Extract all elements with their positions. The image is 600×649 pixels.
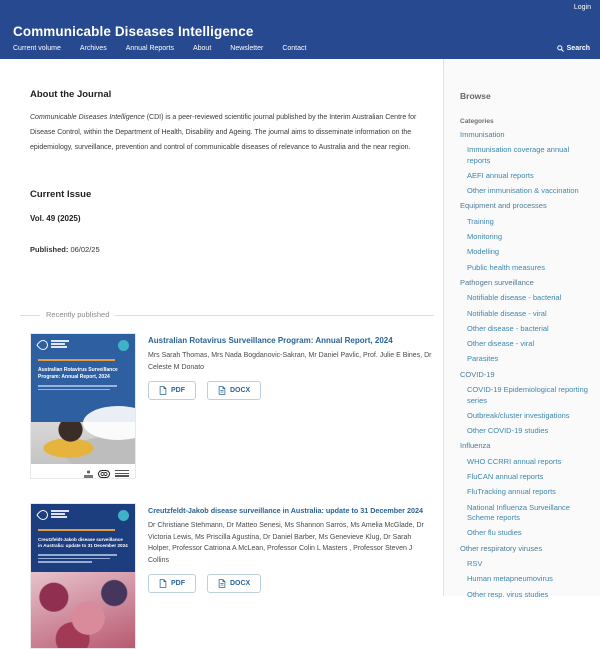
file-pdf-icon xyxy=(159,579,167,588)
nav-current-volume[interactable]: Current volume xyxy=(13,45,61,52)
category-link[interactable]: AEFI annual reports xyxy=(467,170,534,180)
article-cover-thumbnail[interactable] xyxy=(30,503,136,649)
category-link[interactable]: Other flu studies xyxy=(467,528,522,538)
category-link[interactable]: FluTracking annual reports xyxy=(467,487,556,497)
category-link[interactable]: Training xyxy=(467,216,494,226)
cdi-logo-text-lines xyxy=(51,340,69,349)
cdi-logo-text-lines xyxy=(51,510,69,519)
cdi-logo-icon xyxy=(36,338,50,352)
category-link[interactable]: Notifiable disease - bacterial xyxy=(467,293,562,303)
cover-author-lines xyxy=(38,385,128,390)
category-link[interactable]: COVID-19 Epidemiological reporting series xyxy=(467,385,588,405)
browse-heading: Browse xyxy=(460,91,491,101)
category-link[interactable]: Monitoring xyxy=(467,232,503,242)
category-link[interactable]: Human metapneumovirus xyxy=(467,574,553,584)
docx-button-label: DOCX xyxy=(230,580,251,587)
category-link[interactable]: RSV xyxy=(467,559,483,569)
search-label: Search xyxy=(566,45,590,52)
pdf-button-label: PDF xyxy=(171,387,185,394)
article-authors: Mrs Sarah Thomas, Mrs Nada Bogdanovic-Sakran, Mr Daniel Pavlic, Prof. Julie E Bines, Dr Celeste M Donato xyxy=(148,352,432,371)
primary-nav xyxy=(0,42,600,59)
nav-annual-reports[interactable]: Annual Reports xyxy=(125,45,174,52)
pdf-button[interactable] xyxy=(148,574,196,593)
cover-photo-microscopy xyxy=(31,572,135,649)
current-issue-heading: Current Issue xyxy=(30,189,92,200)
category-link[interactable]: Parasites xyxy=(467,354,499,364)
cdi-logo-icon xyxy=(36,508,50,522)
recently-published-label: Recently published xyxy=(40,310,115,319)
nav-contact[interactable]: Contact xyxy=(282,45,307,52)
article-item-cjd xyxy=(30,503,434,649)
cover-badge-icon xyxy=(118,340,129,351)
category-link[interactable]: Other disease - bacterial xyxy=(467,323,549,333)
nav-newsletter[interactable]: Newsletter xyxy=(230,45,264,52)
cc-license-logo xyxy=(98,470,110,478)
docx-button[interactable] xyxy=(207,381,261,400)
cover-author-lines xyxy=(38,554,128,563)
cover-badge-icon xyxy=(118,510,129,521)
pdf-button-label: PDF xyxy=(171,580,185,587)
category-link[interactable]: Other disease - viral xyxy=(467,339,535,349)
docx-button-label: DOCX xyxy=(230,387,251,394)
gov-crest-logo xyxy=(84,470,93,478)
article-title-link[interactable]: Creutzfeldt-Jakob disease surveillance in Australia: update to 31 December 2024 xyxy=(148,506,423,515)
categories-label: Categories xyxy=(460,118,494,125)
category-list xyxy=(460,130,588,600)
cover-logo-row xyxy=(38,510,128,520)
published-line xyxy=(30,245,434,254)
category-link[interactable]: Immunisation xyxy=(460,129,505,139)
published-date: 06/02/25 xyxy=(70,245,100,254)
cover-photo-child xyxy=(31,422,135,464)
category-link[interactable]: Immunisation coverage annual reports xyxy=(467,145,570,165)
category-link[interactable]: Other immunisation & vaccination xyxy=(467,186,579,196)
galley-buttons xyxy=(148,381,434,400)
article-info xyxy=(148,503,434,649)
about-paragraph xyxy=(30,110,434,155)
category-link[interactable]: Influenza xyxy=(460,441,491,451)
category-link[interactable]: Outbreak/cluster investigations xyxy=(467,410,570,420)
category-link[interactable]: Pathogen surveillance xyxy=(460,277,534,287)
docx-button[interactable] xyxy=(207,574,261,593)
category-link[interactable]: Other respiratory viruses xyxy=(460,543,543,553)
category-link[interactable]: FluCAN annual reports xyxy=(467,472,544,482)
search-button[interactable] xyxy=(557,45,590,52)
article-authors: Dr Christiane Stehmann, Dr Matteo Senesi, Ms Shannon Sarros, Ms Amelia McGlade, Dr Victoria Lewis, Ms Priscilla Agustina, Dr Daniel Barber, Ms Genevieve Klug, Dr Sarah Holper, Professor Catriona A McLean, Professor Colin L Masters , Professor Steven J Collins xyxy=(148,522,424,564)
about-heading: About the Journal xyxy=(30,89,112,100)
site-title: Communicable Diseases Intelligence xyxy=(13,24,254,39)
about-section xyxy=(30,89,434,155)
journal-name-italic: Communicable Diseases Intelligence xyxy=(30,114,145,121)
category-link[interactable]: National Influenza Surveillance Scheme reports xyxy=(467,502,570,523)
current-issue-section xyxy=(30,189,434,254)
top-bar xyxy=(0,0,600,14)
cover-header xyxy=(31,504,135,572)
article-info xyxy=(148,333,434,479)
cover-title: Australian Rotavirus Surveillance Program: Annual Report, 2024 xyxy=(38,367,118,380)
file-pdf-icon xyxy=(159,386,167,395)
login-link[interactable]: Login xyxy=(573,3,591,11)
browse-sidebar xyxy=(443,59,600,599)
recently-published-divider xyxy=(20,310,434,319)
current-issue-volume: Vol. 49 (2025) xyxy=(30,214,81,223)
cover-footer xyxy=(31,464,135,479)
file-docx-icon xyxy=(218,579,226,588)
file-docx-icon xyxy=(218,386,226,395)
category-link[interactable]: COVID-19 xyxy=(460,369,495,379)
nav-about[interactable]: About xyxy=(192,45,212,52)
category-link[interactable]: Notifiable disease - viral xyxy=(467,308,547,318)
main-content xyxy=(0,59,443,596)
category-link[interactable]: Equipment and processes xyxy=(460,201,547,211)
site-header xyxy=(0,0,600,59)
page-body xyxy=(0,59,600,599)
cover-subtitle-bar xyxy=(38,359,115,361)
article-title-link[interactable]: Australian Rotavirus Surveillance Program: Annual Report, 2024 xyxy=(148,336,393,345)
about-paragraph-text: (CDI) is a peer-reviewed scientific journal published by the Interim Australian Centre for Disease Control, within the Department of Health, Disability and Ageing. The journal aims to disseminate information on the epidemiology, surveillance, prevention and control of communicable diseases of relevance to Australia and the near region. xyxy=(30,114,417,151)
published-label: Published: xyxy=(30,245,69,254)
article-cover-thumbnail[interactable] xyxy=(30,333,136,479)
category-link[interactable]: Other resp. virus studies xyxy=(467,589,549,599)
pdf-button[interactable] xyxy=(148,381,196,400)
cover-logo-row xyxy=(38,340,128,350)
galley-buttons xyxy=(148,574,434,593)
article-item-rotavirus xyxy=(30,333,434,479)
search-icon xyxy=(557,45,564,52)
cover-title: Creutzfeldt-Jakob disease surveillance in Australia: update to 31 December 2024 xyxy=(38,537,128,548)
cover-subtitle-bar xyxy=(38,529,115,531)
category-link[interactable]: Modelling xyxy=(467,247,500,257)
nav-archives[interactable]: Archives xyxy=(79,45,107,52)
category-link[interactable]: Other COVID-19 studies xyxy=(467,426,549,436)
cc-logo-text-lines xyxy=(115,470,129,478)
category-link[interactable]: WHO CCRRI annual reports xyxy=(467,456,562,466)
category-link[interactable]: Public health measures xyxy=(467,262,545,272)
